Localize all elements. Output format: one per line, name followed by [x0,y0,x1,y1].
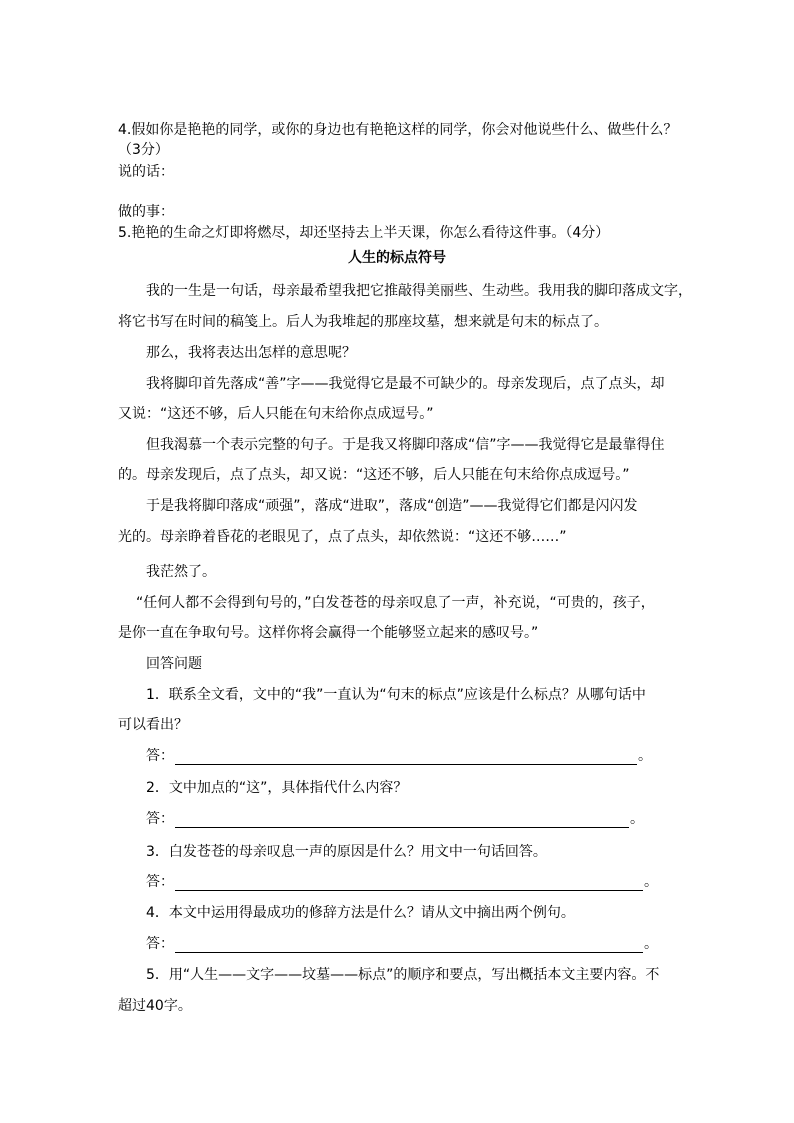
question-1-line-1: 1．联系全文看，文中的“我”一直认为“句末的标点”应该是什么标点？从哪句话中 [146,687,646,703]
article-line: 那么，我将表达出怎样的意思呢？ [146,345,356,361]
words-label: 说的话： [118,164,174,180]
question-2: 2．文中加点的“这”，具体指代什么内容？ [146,780,408,796]
answer-4-row [146,935,706,953]
answer-label: 答： [146,811,174,827]
answer-period: 。 [638,748,652,764]
question-1-line-2: 可以看出？ [118,717,188,733]
answer-4-blank[interactable] [175,937,643,953]
question-5: 5.艳艳的生命之灯即将燃尽，却还坚持去上半天课，你怎么看待这件事。（4分） [118,225,610,241]
article-line: 光的。母亲睁着昏花的老眼见了，点了点头，却依然说：“这还不够……” [118,529,567,545]
question-5-line-2: 超过40字。 [118,998,192,1014]
article-line: 将它书写在时间的稿笺上。后人为我堆起的那座坟墓，想来就是句末的标点了。 [118,314,608,330]
answer-label: 答： [146,874,174,890]
article-line: 但我渴慕一个表示完整的句子。于是我又将脚印落成“信”字——我觉得它是最靠得住 [146,437,665,453]
answer-3-blank[interactable] [175,875,643,891]
answer-label: 答： [146,748,174,764]
article-line: 是你一直在争取句号。这样你将会赢得一个能够竖立起来的感叹号。” [118,625,539,641]
answer-label: 答： [146,936,174,952]
answer-1-blank[interactable] [175,749,637,765]
answer-2-blank[interactable] [175,812,629,828]
article-line: 于是我将脚印落成“顽强”，落成“进取”，落成“创造”——我觉得它们都是闪闪发 [146,498,638,514]
answer-period: 。 [630,811,644,827]
article-line: “任何人都不会得到句号的，”白发苍苍的母亲叹息了一声，补充说，“可贵的，孩子， [136,595,655,611]
article-line: 我茫然了。 [146,564,216,580]
article-line: 我的一生是一句话，母亲最希望我把它推敲得美丽些、生动些。我用我的脚印落成文字， [146,283,692,299]
answer-period: 。 [644,874,658,890]
article-line: 我将脚印首先落成“善”字——我觉得它是最不可缺少的。母亲发现后，点了点头，却 [146,376,665,392]
deeds-label: 做的事： [118,204,174,220]
answer-3-row [146,873,706,891]
article-title: 人生的标点符号 [348,250,446,266]
question-5-line-1: 5．用“人生——文字——坟墓——标点”的顺序和要点，写出概括本文主要内容。不 [146,967,660,983]
answer-period: 。 [644,936,658,952]
article-line: 又说：“这还不够，后人只能在句末给你点成逗号。” [118,406,434,422]
answer-1-row [146,747,706,765]
answer-2-row [146,810,706,828]
questions-header: 回答问题 [146,656,202,672]
question-4: 4．本文中运用得最成功的修辞方法是什么？请从文中摘出两个例句。 [146,905,575,921]
question-3: 3．白发苍苍的母亲叹息一声的原因是什么？用文中一句话回答。 [146,844,547,860]
question-4-line-2: （3分） [118,142,169,158]
article-line: 的。母亲发现后，点了点头，却又说：“这还不够，后人只能在句末给你点成逗号。” [118,467,630,483]
question-4-line-1: 4.假如你是艳艳的同学，或你的身边也有艳艳这样的同学，你会对他说些什么、做些什么？ [118,122,678,138]
